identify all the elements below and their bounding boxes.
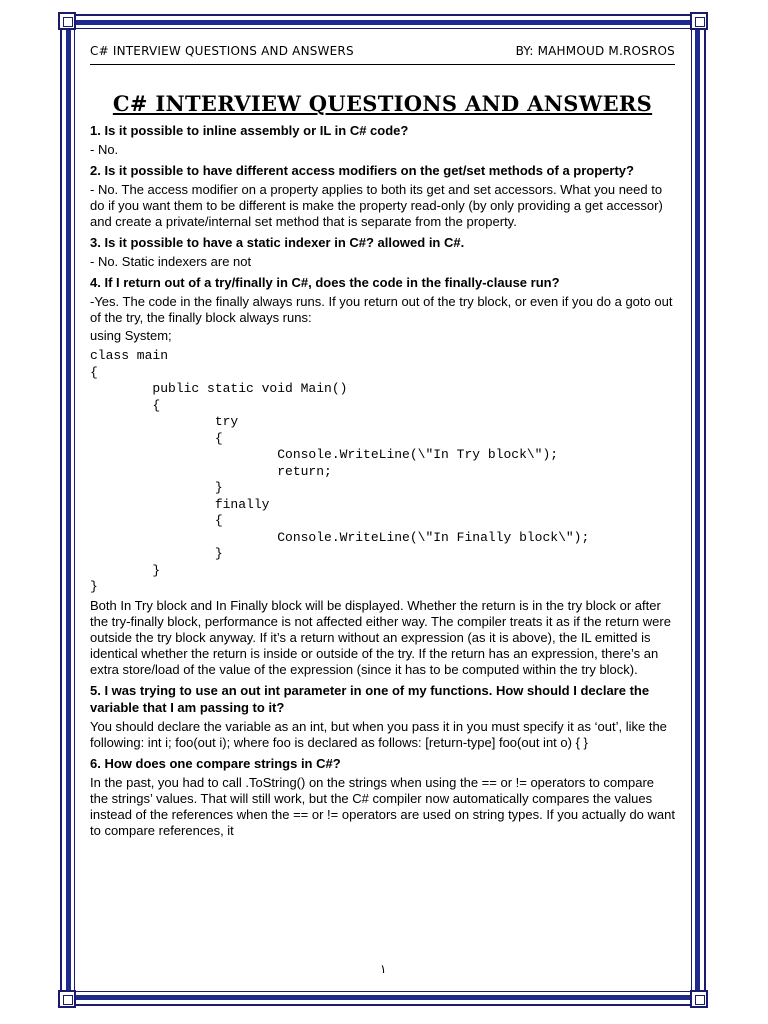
page-title: C# INTERVIEW QUESTIONS AND ANSWERS — [112, 91, 653, 116]
question: 3. Is it possible to have a static indexer in C#? allowed in C#. — [90, 235, 465, 250]
question: 5. I was trying to use an out int parameter in one of my functions. How should I declare the variable that I am passing to it? — [90, 682, 650, 715]
question: 6. How does one compare strings in C#? — [90, 755, 341, 771]
corner-ornament-bottom-left — [58, 990, 76, 1008]
qa-item-5 — [90, 682, 675, 751]
code-sample: class main { public static void Main() { try { Console.WriteLine(\"In Try block\"); return; } finally { Console.WriteLine(\"In Finally block\"); } } } — [90, 348, 590, 594]
answer-line: using System; — [90, 328, 172, 343]
question: 2. Is it possible to have different access modifiers on the get/set methods of a property? — [90, 163, 634, 178]
question: 1. Is it possible to inline assembly or IL in C# code? — [90, 123, 409, 138]
question: 4. If I return out of a try/finally in C#, does the code in the finally-clause run? — [90, 275, 560, 290]
answer-explanation: Both In Try block and In Finally block will be displayed. Whether the return is in the try block or after the try-finally block, performance is not affected either way. The compiler treats it as if the return were outside the try block anyway. If it’s a return without an expression (as it is above), the IL emitted is identical whether the return is inside or outside of the try. If the return has an expression, there’s an extra store/load of the value of the expression (since it has to be computed within the try block). — [90, 597, 671, 677]
qa-item-4 — [90, 274, 675, 678]
corner-ornament-top-left — [58, 12, 76, 30]
answer: You should declare the variable as an int, but when you pass it in you must specify it as ‘out’, like the following: int i; foo(out i); where foo is declared as follows: [return-type] foo(out int o) { } — [90, 718, 667, 750]
page-number: ١ — [380, 962, 387, 976]
running-header — [90, 44, 675, 65]
answer: - No. The access modifier on a property applies to both its get and set accessors. What you need to do if you want them to be different is make the property read-only (by only providing a get accessor) and create a private/internal set method that is separate from the property. — [90, 182, 663, 229]
header-title: C# INTERVIEW QUESTIONS AND ANSWERS — [90, 44, 354, 58]
qa-item-6 — [90, 755, 675, 839]
document-body — [90, 44, 675, 841]
corner-ornament-bottom-right — [690, 990, 708, 1008]
answer: - No. Static indexers are not — [90, 254, 252, 269]
answer: - No. — [90, 142, 119, 157]
answer: In the past, you had to call .ToString() on the strings when using the == or != operators to compare the strings’ values. That will still work, but the C# compiler now automatically compares the values instead of the references when the == or != operators are used on string types. If you actually do want to compare references, it — [90, 774, 675, 838]
qa-item-2 — [90, 162, 675, 230]
qa-item-3 — [90, 234, 675, 270]
corner-ornament-top-right — [690, 12, 708, 30]
answer: -Yes. The code in the finally always runs. If you return out of the try block, or even if you do a goto out of the try, the finally block always runs: — [90, 294, 673, 325]
header-author: BY: MAHMOUD M.ROSROS — [515, 44, 675, 58]
qa-item-1 — [90, 122, 675, 158]
